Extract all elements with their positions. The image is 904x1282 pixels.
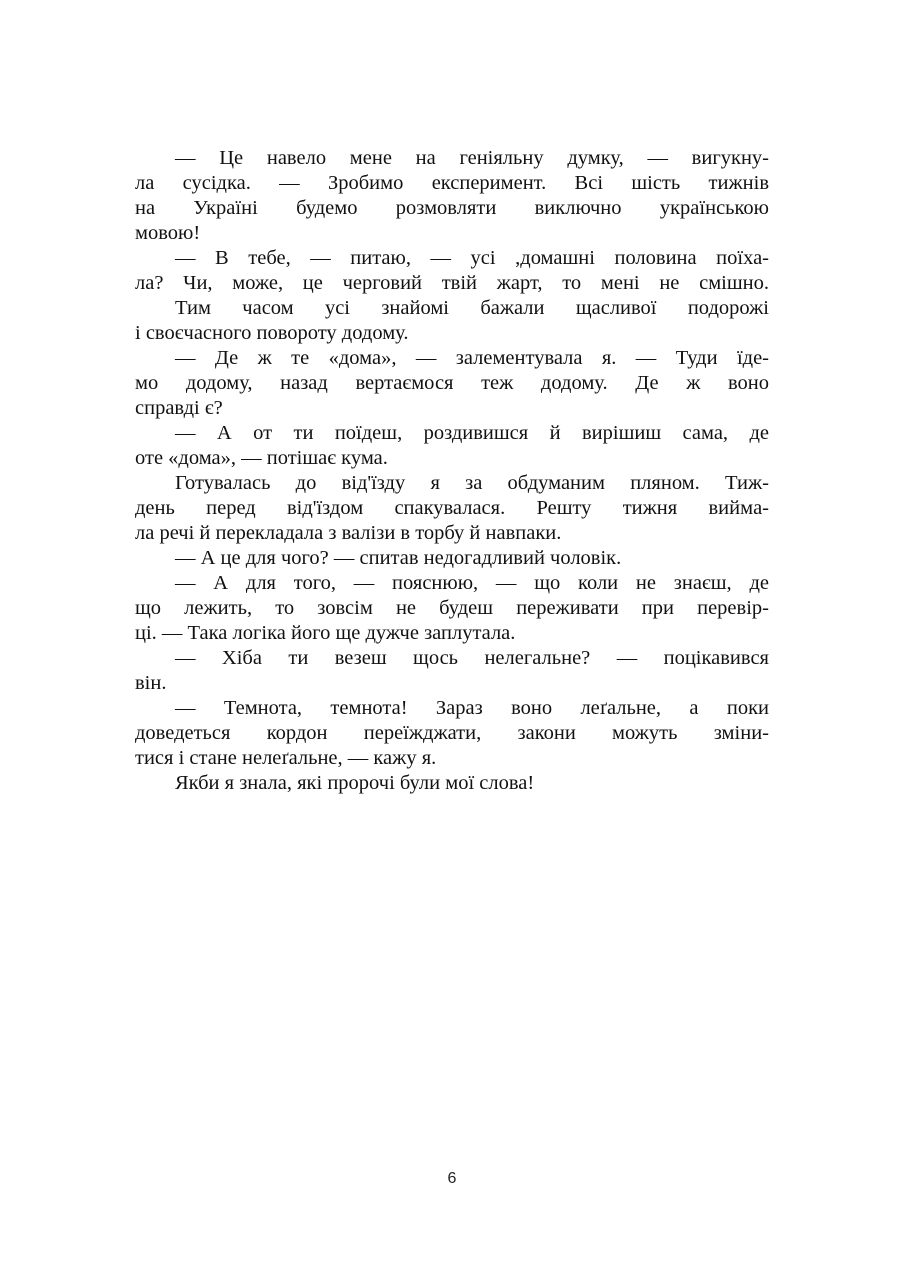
text-line: — А от ти поїдеш, роздивишся й вирішиш сама, де [175,422,769,444]
text-line: мо додому, назад вертаємося теж додому. Де ж воно [135,372,769,394]
text-line: ці. — Така логіка його ще дужче заплутала. [135,622,516,644]
text-line: ла? Чи, може, це черговий твій жарт, то мені не смішно. [135,272,769,294]
text-line: Тим часом усі знайомі бажали щасливої подорожі [175,297,769,319]
text-line: — Темнота, темнота! Зараз воно леґальне, а поки [175,697,769,719]
text-line: і своєчасного повороту додому. [135,322,409,344]
text-line: день перед від'їздом спакувалася. Решту тижня виймa- [135,497,769,519]
text-line: тися і стане нелеґальне, — кажу я. [135,747,437,769]
text-line: оте «дома», — потішає кума. [135,447,388,469]
page-body-text [135,146,769,796]
text-line: доведеться кордон переїжджати, закони можуть зміни- [135,722,769,744]
text-line: — А для того, — пояснюю, — що коли не знаєш, де [175,572,769,594]
text-line: ла речі й перекладала з валізи в торбу й навпаки. [135,522,562,544]
text-line: — В тебе, — питаю, — усі ,домашні половина поїха- [175,247,769,269]
text-line: — Де ж те «дома», — залементувала я. — Туди їде- [175,347,769,369]
text-line: — Хіба ти везеш щось нелегальне? — поцікавився [175,647,769,669]
text-line: — Це навело мене на геніяльну думку, — вигукну- [175,147,769,169]
text-line: — А це для чого? — спитав недогадливий чоловік. [175,547,622,569]
text-line: мовою! [135,222,201,244]
text-line: що лежить, то зовсім не будеш переживати при перевір- [135,597,769,619]
text-line: Якби я знала, які пророчі були мої слова! [175,772,535,794]
text-line: справді є? [135,397,223,419]
text-line: Готувалась до від'їзду я за обдуманим пляном. Тиж- [175,472,769,494]
text-line: ла сусідка. — Зробимо експеримент. Всі шість тижнів [135,172,769,194]
text-line: на Україні будемо розмовляти виключно українською [135,197,769,219]
text-line: він. [135,672,167,694]
page-number: 6 [447,1170,457,1187]
